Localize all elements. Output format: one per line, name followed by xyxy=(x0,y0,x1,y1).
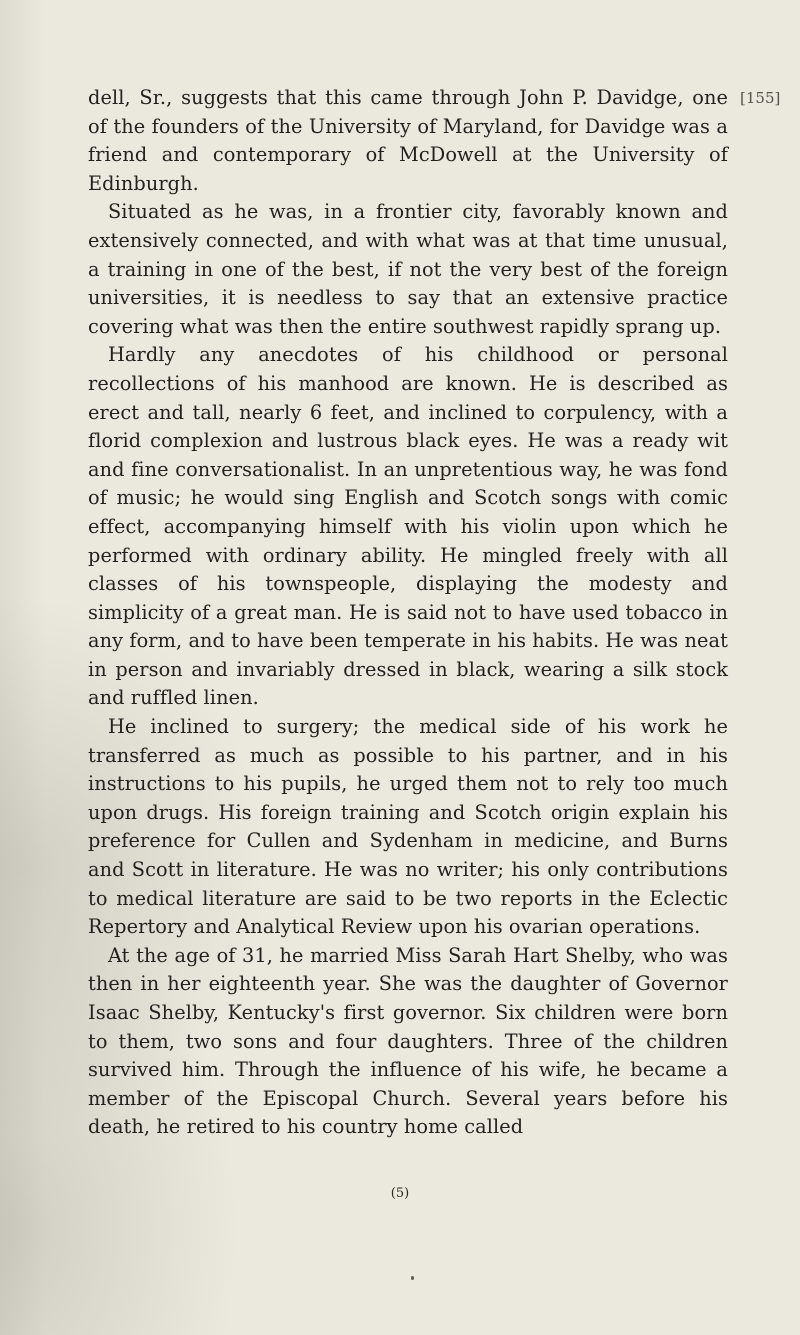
paragraph-surgery: He inclined to surgery; the medical side of his work he transferred as much as possible to his partner, and in his instructions to his pupils, he urged them not to rely too much upon drugs. His foreign training and Scotch origin explain his preference for Cullen and Sydenham in medicine, and Burns and Scott in literature. He was no writer; his only contributions to medical literature are said to be two reports in the Eclectic Repertory and Analytical Review upon his ovarian operations. xyxy=(88,715,728,939)
page-number: (5) xyxy=(390,1186,410,1201)
paragraph-situated: Situated as he was, in a frontier city, favorably known and extensively connected, and with what was at that time unusual, a training in one of the best, if not the very best of the foreign universities, it is needless to say that an extensive practice covering what was then the entire southwest rapidly sprang up. xyxy=(88,200,728,338)
paragraph-marriage: At the age of 31, he married Miss Sarah Hart Shelby, who was then in her eighteenth year. She was the daughter of Governor Isaac Shelby, Kentucky's first governor. Six children were born to them, two sons and four daughters. Three of the children survived him. Through the influence of his wife, he became a member of the Episcopal Church. Several years before his death, he retired to his country home called xyxy=(88,943,728,1139)
body-text xyxy=(88,84,728,1142)
margin-page-reference: [155] xyxy=(740,89,781,107)
paragraph-continued: dell, Sr., suggests that this came through John P. Davidge, one of the founders of the University of Maryland, for Davidge was a friend and contemporary of McDowell at the University of Edinburgh. xyxy=(88,86,728,195)
paragraph-anecdotes: Hardly any anecdotes of his childhood or personal recollections of his manhood are known. He is described as erect and tall, nearly 6 feet, and inclined to corpulency, with a florid complexion and lustrous black eyes. He was a ready wit and fine conversationalist. In an unpretentious way, he was fond of music; he would sing English and Scotch songs with comic effect, accompanying himself with his violin upon which he performed with ordinary ability. He mingled freely with all classes of his townspeople, displaying the modesty and simplicity of a great man. He is said not to have used tobacco in any form, and to have been temperate in his habits. He was neat in person and invariably dressed in black, wearing a silk stock and ruffled linen. xyxy=(88,343,728,710)
ink-speck xyxy=(411,1276,414,1280)
